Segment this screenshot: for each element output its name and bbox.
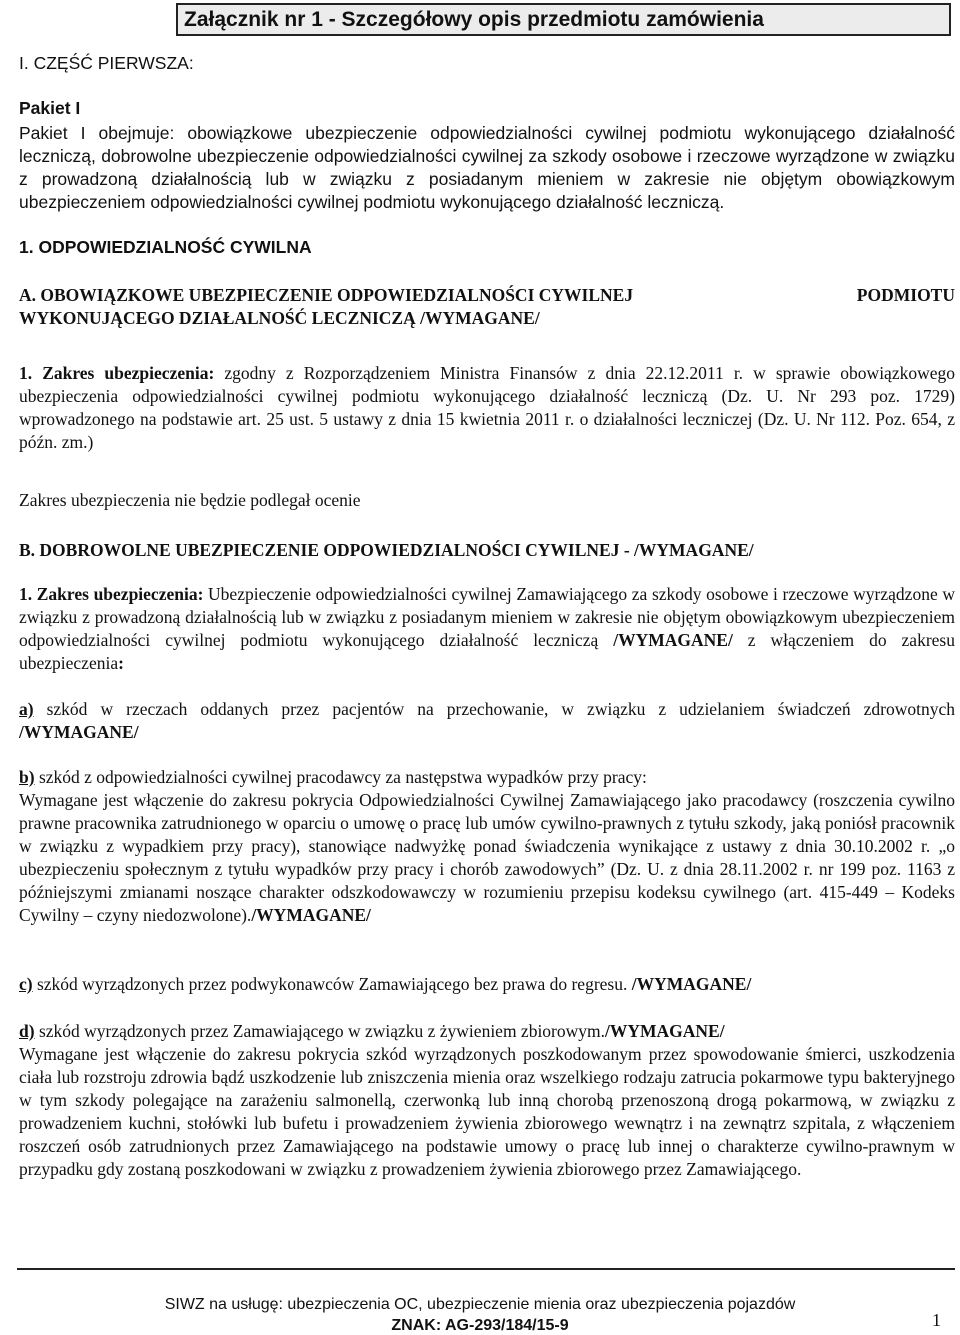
section-a-note-wrap [19, 489, 955, 512]
item-c-paragraph [19, 973, 955, 996]
section-a-note: Zakres ubezpieczenia nie będzie podlegał ocenie [19, 490, 361, 510]
section-a-scope-label: 1. Zakres ubezpieczenia: [19, 363, 215, 383]
pakiet-description: Pakiet I obejmuje: obowiązkowe ubezpieczenie odpowiedzialności cywilnej podmiotu wykonującego działalność leczniczą, dobrowolne ubezpieczenie odpowiedzialności cywilnej za szkody osobowe i rzeczowe wyrządzone w związku z prowadzoną działalnością lub w związku z posiadanym mieniem w zakresie nie objętym obowiązkowym ubezpieczeniem odpowiedzialności cywilnej podmiotu wykonującego działalność leczniczą. [19, 123, 955, 212]
pakiet-heading: Pakiet I [19, 98, 81, 118]
attachment-title-box [176, 3, 951, 36]
section-b-scope-tail: z włączeniem do zakresu ubezpieczenia [19, 630, 955, 673]
item-d-title-paragraph [19, 1020, 955, 1043]
section-a-scope-paragraph [19, 362, 955, 454]
section-b-scope-label: 1. Zakres ubezpieczenia: [19, 584, 204, 604]
footer-reference: ZNAK: AG-293/184/15-9 [391, 1317, 569, 1334]
page-number: 1 [932, 1310, 941, 1330]
section-b-scope-paragraph [19, 583, 955, 675]
attachment-title: Załącznik nr 1 - Szczegółowy opis przedmiotu zamówienia [184, 8, 764, 31]
section-b-scope [19, 583, 955, 675]
section-b-scope-text: Ubezpieczenie odpowiedzialności cywilnej Zamawiającego za szkody osobowe i rzeczowe wyrządzone w związku z prowadzoną działalnością lub w związku z posiadanym mieniem w zakresie nie objętym obowiązkowym ubezpieczeniem odpowiedzialności cywilnej podmiotu wykonującego działalność leczniczą [19, 584, 955, 650]
footer-siwz-line: SIWZ na usługę: ubezpieczenia OC, ubezpieczenie mienia oraz ubezpieczenia pojazdów [164, 1296, 796, 1313]
item-a-paragraph [19, 698, 955, 744]
section-a-heading-left: A. OBOWIĄZKOWE UBEZPIECZENIE ODPOWIEDZIALNOŚCI CYWILNEJ [19, 285, 634, 305]
item-b-text: Wymagane jest włączenie do zakresu pokrycia Odpowiedzialności Cywilnej Zamawiającego jako pracodawcy (roszczenia cywilno prawne pracownika zatrudnionego w oparciu o umowę o pracę lub umów cywilno-prawnych z tytułu szkody, jaką poniósł pracownik w związku z wypadkiem przy pracy), stanowiące nadwyżkę ponad świadczenia wynikające z ustawy z dnia 30.10.2002 r. „o ubezpieczeniu społecznym z tytułu wypadków przy pracy i chorób zawodowych” (Dz. U. z dnia 28.11.2002 r. nr 199 poz. 1163 z późniejszymi zmianami noszące charakter odszkodowawczy w rozumieniu przepisu kodeksu cywilnego (art. 415-449 – Kodeks Cywilny – czyny niedozwolone). [19, 790, 955, 925]
item-d-text: szkód wyrządzonych przez Zamawiającego w związku z żywieniem zbiorowym. [34, 1021, 606, 1041]
item-a-letter: a) [19, 699, 34, 719]
section-a-heading-right: PODMIOTU [856, 285, 955, 305]
section-a [19, 284, 955, 330]
item-b-letter: b) [19, 767, 35, 787]
section-a-heading-line2: WYKONUJĄCEGO DZIAŁALNOŚĆ LECZNICZĄ /WYMAGANE/ [19, 308, 540, 328]
item-d-letter: d) [19, 1021, 35, 1041]
item-b-title-paragraph [19, 766, 955, 789]
item-c [19, 973, 955, 996]
item-d-required: /WYMAGANE/ [605, 1021, 725, 1041]
item-b [19, 766, 955, 927]
item-c-text: szkód wyrządzonych przez podwykonawców Zamawiającego bez prawa do regresu. [32, 974, 632, 994]
section-1-heading: 1. ODPOWIEDZIALNOŚĆ CYWILNA [19, 237, 312, 257]
part-heading: I. CZĘŚĆ PIERWSZA: [19, 53, 194, 73]
item-b-required: /WYMAGANE/ [251, 905, 371, 925]
section-a-scope [19, 362, 955, 454]
item-a-text: szkód w rzeczach oddanych przez pacjentów na przechowanie, w związku z udzielaniem świadczeń zdrowotnych [33, 699, 955, 719]
section-a-scope-text: zgodny z Rozporządzeniem Ministra Finansów z dnia 22.12.2011 r. w sprawie obowiązkowego ubezpieczenia odpowiedzialności cywilnej podmiotu wykonującego działalność leczniczą (Dz. U. Nr 293 poz. 1729) wprowadzonego na podstawie art. 25 ust. 5 ustawy z dnia 15 kwietnia 2011 r. o działalności leczniczej (Dz. U. Nr 112. Poz. 654, z późn. zm.) [19, 363, 955, 452]
section-b-heading-wrap [19, 539, 955, 562]
pakiet-section [19, 97, 955, 214]
item-d [19, 1020, 955, 1181]
item-b-paragraph [19, 789, 955, 927]
item-c-letter: c) [19, 974, 33, 994]
item-a [19, 698, 955, 744]
item-c-required: /WYMAGANE/ [631, 974, 752, 994]
section-b-scope-required: /WYMAGANE/ [613, 630, 733, 650]
section-b-scope-colon: : [118, 653, 124, 673]
item-a-required: /WYMAGANE/ [19, 722, 139, 742]
item-b-title: szkód z odpowiedzialności cywilnej pracodawcy za następstwa wypadków przy pracy: [34, 767, 647, 787]
section-1-heading-wrap [19, 236, 955, 259]
section-b-heading: B. DOBROWOLNE UBEZPIECZENIE ODPOWIEDZIALNOŚCI CYWILNEJ - /WYMAGANE/ [19, 540, 754, 560]
footer-divider [17, 1268, 955, 1270]
item-d-body: Wymagane jest włączenie do zakresu pokrycia szkód wyrządzonych poszkodowanym przez spowodowanie śmierci, uszkodzenia ciała lub rozstroju zdrowia bądź uszkodzenie lub zniszczenia mienia oraz wszelkiego rodzaju zatrucia pokarmowe typu bakteryjnego w tym szkody polegające na zarażeniu salmonellą, czerwonką lub inną chorobą przenoszoną drogą pokarmową, w związku z prowadzeniem kuchni, stołówki lub bufetu i prowadzeniem żywienia zbiorowego wewnątrz i na zewnątrz szpitala, z włączeniem roszczeń osób zatrudnionych przez Zamawiającego na podstawie umowy o pracę lub innej o charakterze cywilno-prawnym w przypadku gdy zostaną poszkodowani w związku z prowadzeniem żywienia zbiorowego przez Zamawiającego. [19, 1044, 955, 1179]
section-a-heading-line1 [19, 284, 955, 307]
